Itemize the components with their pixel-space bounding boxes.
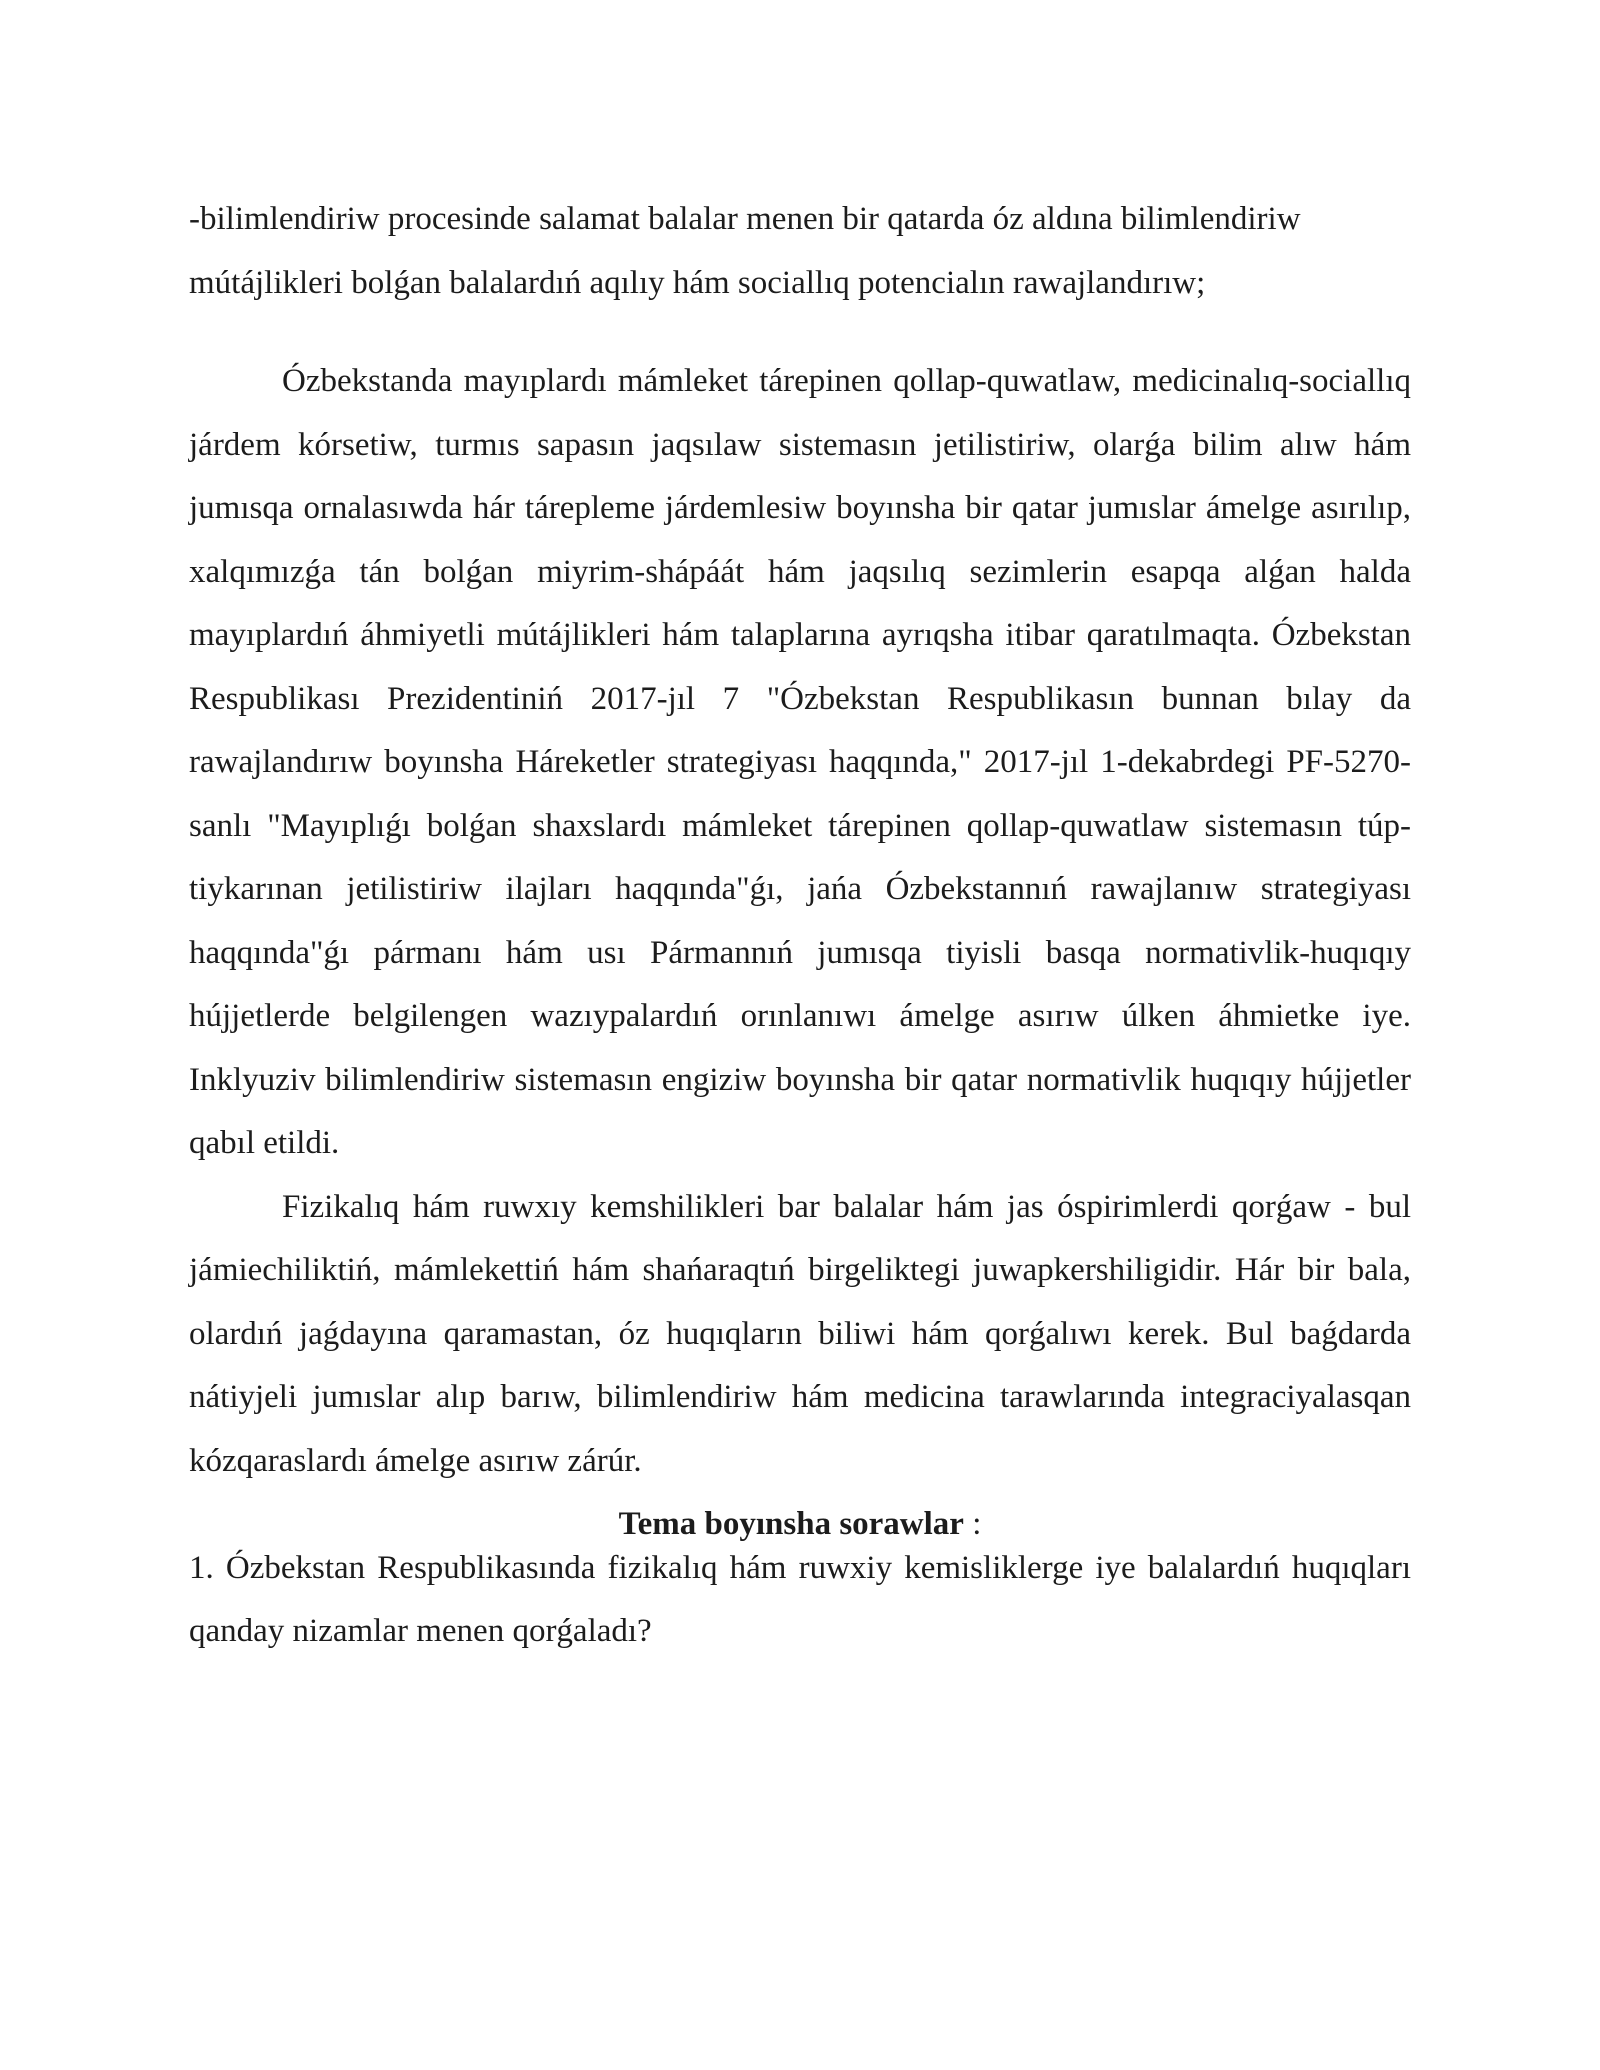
question-item: 1. Ózbekstan Respublikasında fizikalıq hám ruwxiy kemisliklerge iye balalardıń huqıqları qanday nizamlar menen qorǵaladı?	[189, 1549, 1411, 1649]
section-heading-title: Tema boyınsha sorawlar	[618, 1506, 964, 1542]
paragraph-child-protection: Fizikalıq hám ruwxıy kemshilikleri bar balalar hám jas óspirimlerdi qorǵaw - bul jámiechiliktiń, mámlekettiń hám shańaraqtıń birgeliktegi juwapkershiligidir. Hár bir bala, olardıń jaǵdayına qaramastan, óz huqıqların biliwi hám qorǵalıwı kerek. Bul baǵdarda nátiyjeli jumıslar alıp barıw, bilimlendiriw hám medicina tarawlarında integraciyalasqan kózqaraslardı ámelge asırıw zárúr.	[189, 1188, 1411, 1479]
section-heading-suffix: :	[963, 1506, 982, 1542]
paragraph-intro-bullet: -bilimlendiriw procesinde salamat balalar menen bir qatarda óz aldına bilimlendiriw mútájlikleri bolǵan balalardıń aqılıy hám sociallıq potencialın rawajlandırıw;	[189, 201, 1301, 301]
paragraph-spacer	[189, 315, 1411, 350]
paragraph-state-support: Ózbekstanda mayıplardı mámleket tárepinen qollap-quwatlaw, medicinalıq-sociallıq járdem kórsetiw, turmıs sapasın jaqsılaw sistemasın jetilistiriw, olarǵa bilim alıw hám jumısqa ornalasıwda hár tárepleme járdemlesiw boyınsha bir qatar jumıslar ámelge asırılıp, xalqımızǵa tán bolǵan miyrim-shápáát hám jaqsılıq sezimlerin esapqa alǵan halda mayıplardıń áhmiyetli mútájlikleri hám talaplarına ayrıqsha itibar qaratılmaqta. Ózbekstan Respublikası Prezidentiniń 2017-jıl 7 "Ózbekstan Respublikasın bunnan bılay da rawajlandırıw boyınsha Háreketler strategiyası haqqında," 2017-jıl 1-dekabrdegi PF-5270-sanlı "Mayıplıǵı bolǵan shaxslardı mámleket tárepinen qollap-quwatlaw sistemasın túp-tiykarınan jetilistiriw ilajları haqqında"ǵı, jańa Ózbekstannıń rawajlanıw strategiyası haqqında"ǵı pármanı hám usı Pármannıń jumısqa tiyisli basqa normativlik-huqıqıy hújjetlerde belgilengen wazıypalardıń orınlanıwı ámelge asırıw úlken áhmietke iye. Inklyuziv bilimlendiriw sistemasın engiziw boyınsha bir qatar normativlik huqıqıy hújjetler qabıl etildi.	[189, 363, 1411, 1161]
document-body	[189, 188, 1411, 1664]
